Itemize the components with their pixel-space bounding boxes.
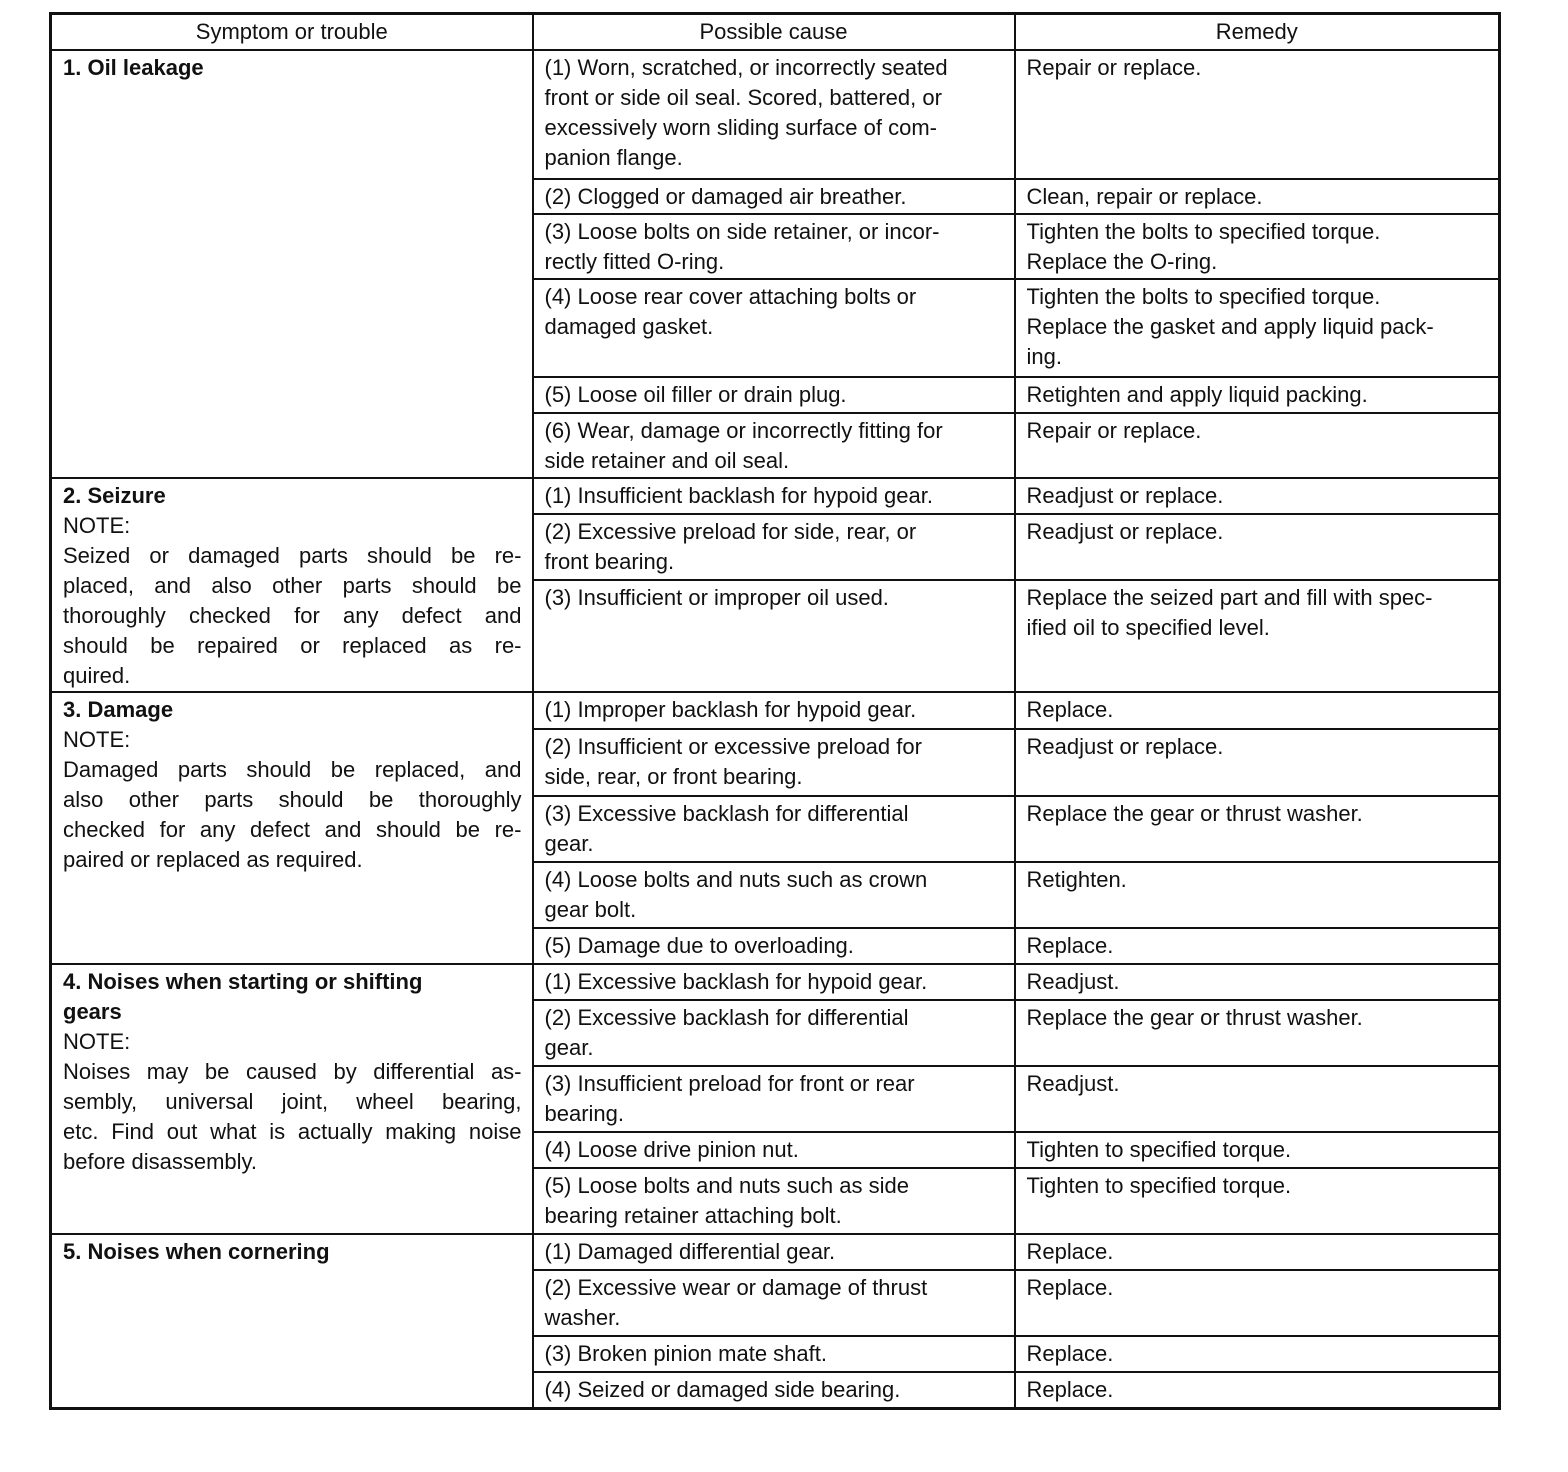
cause-cell: (2) Clogged or damaged air breather. <box>533 179 1015 214</box>
cause-cell: (6) Wear, damage or incorrectly fitting for side retainer and oil seal. <box>533 413 1015 478</box>
cause-cell: (1) Insufficient backlash for hypoid gear. <box>533 478 1015 514</box>
note-line: placed, and also other parts should be <box>63 573 522 598</box>
remedy-cell: Readjust or replace. <box>1015 478 1500 514</box>
remedy-cell: Retighten and apply liquid packing. <box>1015 377 1500 413</box>
remedy-cell: Tighten to specified torque. <box>1015 1132 1500 1168</box>
note-line: Seized or damaged parts should be re- <box>63 543 522 568</box>
note-line: also other parts should be thoroughly <box>63 787 522 812</box>
remedy-cell: Tighten the bolts to specified torque. Replace the O-ring. <box>1015 214 1500 279</box>
symptom-title: 2. Seizure <box>63 483 166 508</box>
remedy-cell: Replace. <box>1015 928 1500 964</box>
remedy-cell: Replace. <box>1015 692 1500 729</box>
cause-cell: (2) Excessive wear or damage of thrust washer. <box>533 1270 1015 1336</box>
remedy-cell: Replace. <box>1015 1270 1500 1336</box>
cause-cell: (2) Insufficient or excessive preload for side, rear, or front bearing. <box>533 729 1015 796</box>
table-row <box>51 478 1500 514</box>
remedy-cell: Repair or replace. <box>1015 50 1500 179</box>
cause-cell: (3) Broken pinion mate shaft. <box>533 1336 1015 1372</box>
note-line: paired or replaced as required. <box>63 847 363 872</box>
remedy-cell: Replace the seized part and fill with spec- ified oil to specified level. <box>1015 580 1500 692</box>
symptom-title: 4. Noises when starting or shifting gears <box>63 969 423 1024</box>
cause-cell: (2) Excessive preload for side, rear, or front bearing. <box>533 514 1015 580</box>
troubleshooting-table <box>49 12 1501 1410</box>
remedy-cell: Readjust or replace. <box>1015 729 1500 796</box>
cause-cell: (5) Damage due to overloading. <box>533 928 1015 964</box>
remedy-cell: Readjust or replace. <box>1015 514 1500 580</box>
remedy-cell: Tighten to specified torque. <box>1015 1168 1500 1234</box>
note-line: should be repaired or replaced as re- <box>63 633 522 658</box>
remedy-cell: Clean, repair or replace. <box>1015 179 1500 214</box>
cause-cell: (1) Excessive backlash for hypoid gear. <box>533 964 1015 1000</box>
cause-cell: (3) Loose bolts on side retainer, or incor- rectly fitted O-ring. <box>533 214 1015 279</box>
cause-cell: (1) Damaged differential gear. <box>533 1234 1015 1270</box>
remedy-cell: Replace the gear or thrust washer. <box>1015 1000 1500 1066</box>
header-row <box>51 14 1500 51</box>
note-label: NOTE: <box>63 513 131 538</box>
symptom-title: 1. Oil leakage <box>63 55 204 80</box>
remedy-cell: Replace. <box>1015 1234 1500 1270</box>
cause-cell: (3) Insufficient or improper oil used. <box>533 580 1015 692</box>
remedy-cell: Replace the gear or thrust washer. <box>1015 796 1500 862</box>
note-line: before disassembly. <box>63 1149 258 1174</box>
table-row <box>51 692 1500 729</box>
remedy-cell: Retighten. <box>1015 862 1500 928</box>
note-line: checked for any defect and should be re- <box>63 817 522 842</box>
symptom-title: 3. Damage <box>63 697 174 722</box>
cause-cell: (4) Loose bolts and nuts such as crown gear bolt. <box>533 862 1015 928</box>
remedy-cell: Readjust. <box>1015 964 1500 1000</box>
header-symptom: Symptom or trouble <box>51 14 533 51</box>
table-row <box>51 1234 1500 1270</box>
cause-cell: (4) Loose drive pinion nut. <box>533 1132 1015 1168</box>
note-line: thoroughly checked for any defect and <box>63 603 522 628</box>
cause-cell: (4) Seized or damaged side bearing. <box>533 1372 1015 1408</box>
header-cause: Possible cause <box>533 14 1015 51</box>
cause-cell: (1) Worn, scratched, or incorrectly seated front or side oil seal. Scored, battered, or excessively worn sliding surface of com- panion flange. <box>533 50 1015 179</box>
cause-cell: (5) Loose bolts and nuts such as side bearing retainer attaching bolt. <box>533 1168 1015 1234</box>
header-remedy: Remedy <box>1015 14 1500 51</box>
symptom-cell <box>51 50 533 478</box>
cause-cell: (5) Loose oil filler or drain plug. <box>533 377 1015 413</box>
note-line: quired. <box>63 663 131 688</box>
remedy-cell: Replace. <box>1015 1336 1500 1372</box>
symptom-title: 5. Noises when cornering <box>63 1239 330 1264</box>
table-row <box>51 964 1500 1000</box>
symptom-cell <box>51 478 533 692</box>
cause-cell: (4) Loose rear cover attaching bolts or damaged gasket. <box>533 279 1015 377</box>
note-line: Noises may be caused by differential as- <box>63 1059 522 1084</box>
remedy-cell: Replace. <box>1015 1372 1500 1408</box>
table-row <box>51 50 1500 179</box>
symptom-cell <box>51 692 533 964</box>
note-line: sembly, universal joint, wheel bearing, <box>63 1089 522 1114</box>
note-label: NOTE: <box>63 727 131 752</box>
cause-cell: (1) Improper backlash for hypoid gear. <box>533 692 1015 729</box>
note-line: etc. Find out what is actually making noise <box>63 1119 522 1144</box>
note-line: Damaged parts should be replaced, and <box>63 757 522 782</box>
remedy-cell: Readjust. <box>1015 1066 1500 1132</box>
remedy-cell: Repair or replace. <box>1015 413 1500 478</box>
cause-cell: (3) Insufficient preload for front or rear bearing. <box>533 1066 1015 1132</box>
symptom-cell <box>51 964 533 1234</box>
symptom-cell <box>51 1234 533 1408</box>
cause-cell: (2) Excessive backlash for differential gear. <box>533 1000 1015 1066</box>
remedy-cell: Tighten the bolts to specified torque. Replace the gasket and apply liquid pack- ing. <box>1015 279 1500 377</box>
cause-cell: (3) Excessive backlash for differential gear. <box>533 796 1015 862</box>
note-label: NOTE: <box>63 1029 131 1054</box>
